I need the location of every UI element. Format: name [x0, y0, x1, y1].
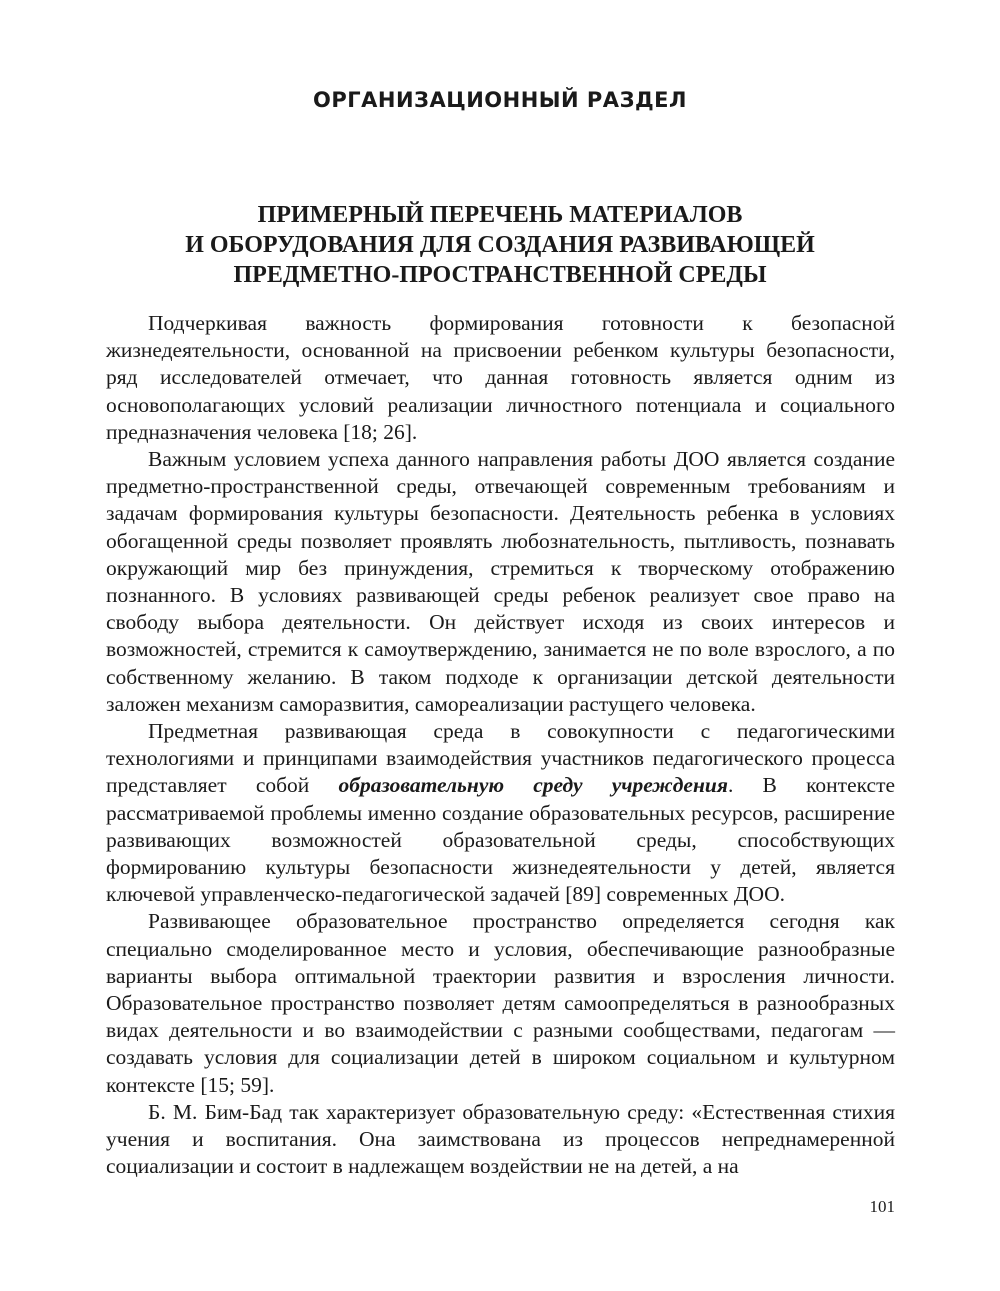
paragraph-3	[106, 718, 895, 908]
paragraph-3-text-end: . В контексте рассматриваемой проблемы именно создание образовательных ресурсов, расширение развивающих возможностей образовательной среды, способствующих формированию культуры безопасности жизнедеятельности у детей, является ключевой управленческо-педагогической задачей [89] современных ДОО.	[106, 773, 896, 907]
page-number: 101	[869, 1197, 895, 1216]
section-title: ОРГАНИЗАЦИОННЫЙ РАЗДЕЛ	[313, 88, 687, 112]
paragraph-1: Подчеркивая важность формирования готовности к безопасной жизнедеятельности, основанной на присвоении ребенком культуры безопасности, ряд исследователей отмечает, что данная готовность является одним из основополагающих условий реализации личностного потенциала и социального предназначения человека [18; 26].	[106, 311, 895, 444]
paragraph-2: Важным условием успеха данного направления работы ДОО является создание предметно-пространственной среды, отвечающей современным требованиям и задачам формирования культуры безопасности. Деятельность ребенка в условиях обогащенной среды позволяет проявлять любознательность, пытливость, познавать окружающий мир без принуждения, стремиться к творческому отображению познанного. В условиях развивающей среды ребенок реализует свое право на свободу выбора деятельности. Он действует исходя из своих интересов и возможностей, стремится к самоутверждению, занимается не по воле взрослого, а по собственному желанию. В таком подходе к организации детской деятельности заложен механизм саморазвития, самореализации растущего человека.	[106, 447, 895, 716]
paragraph-4: Развивающее образовательное пространство определяется сегодня как специально смоделированное место и условия, обеспечивающие разнообразные варианты выбора оптимальной траектории развития и взросления личности. Образовательное пространство позволяет детям самоопределяться в разнообразных видах деятельности и во взаимодействии с разными сообществами, педагогам — создавать условия для социализации детей в широком социальном и культурном контексте [15; 59].	[106, 909, 895, 1097]
paragraph-5: Б. М. Бим-Бад так характеризует образовательную среду: «Естественная стихия учения и воспитания. Она заимствована из процессов непреднамеренной социализации и состоит в надлежащем воздействии не на детей, а на	[106, 1099, 895, 1179]
chapter-title-line-1: ПРИМЕРНЫЙ ПЕРЕЧЕНЬ МАТЕРИАЛОВ	[257, 202, 743, 228]
chapter-title	[100, 200, 900, 290]
paragraph-3-text-start: Предметная развивающая среда в совокупности с педагогическими технологиями и принципами взаимодействия участников педагогического процесса представляет собой	[106, 719, 895, 798]
paragraph-3-emphasis: образовательную среду учреждения	[338, 773, 728, 798]
body-text	[106, 310, 895, 1181]
chapter-title-line-2: И ОБОРУДОВАНИЯ ДЛЯ СОЗДАНИЯ РАЗВИВАЮЩЕЙ	[185, 232, 815, 258]
chapter-title-line-3: ПРЕДМЕТНО-ПРОСТРАНСТВЕННОЙ СРЕДЫ	[233, 262, 767, 288]
